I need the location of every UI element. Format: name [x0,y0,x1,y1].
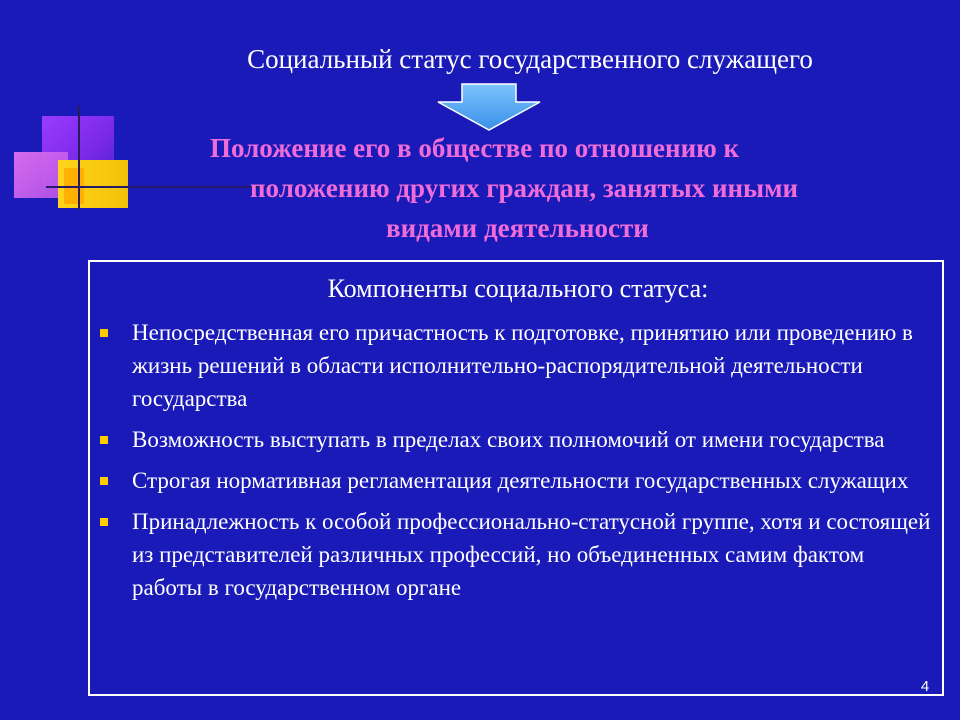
list-item-text: Возможность выступать в пределах своих полномочий от имени государства [132,427,885,452]
page-number: 4 [920,678,930,695]
list-item [90,464,946,497]
list-item [90,316,946,415]
decor-vertical-line [78,106,80,210]
list-item-text: Принадлежность к особой профессионально-статусной группе, хотя и состоящей из представителей различных профессий, но объединенных самим фактом работы в государственном органе [132,509,931,600]
subtitle-line-2: положению других граждан, занятых иными [250,173,799,203]
down-arrow-icon [434,82,544,132]
subtitle [190,128,890,248]
list-item-text: Непосредственная его причастность к подготовке, принятию или проведению в жизнь решений в области исполнительно-распорядительной деятельности государства [132,320,913,411]
components-list [90,316,946,612]
components-box [88,260,944,696]
subtitle-line-3: видами деятельности [386,213,649,243]
slide-title: Социальный статус государственного служащего [247,44,813,74]
bullet-icon [100,477,108,485]
list-item [90,423,946,456]
bullet-icon [100,436,108,444]
list-item [90,505,946,604]
list-item-text: Строгая нормативная регламентация деятельности государственных служащих [132,468,909,493]
bullet-icon [100,329,108,337]
subtitle-line-1: Положение его в обществе по отношению к [210,133,740,163]
bullet-icon [100,518,108,526]
components-title: Компоненты социального статуса: [327,274,709,303]
